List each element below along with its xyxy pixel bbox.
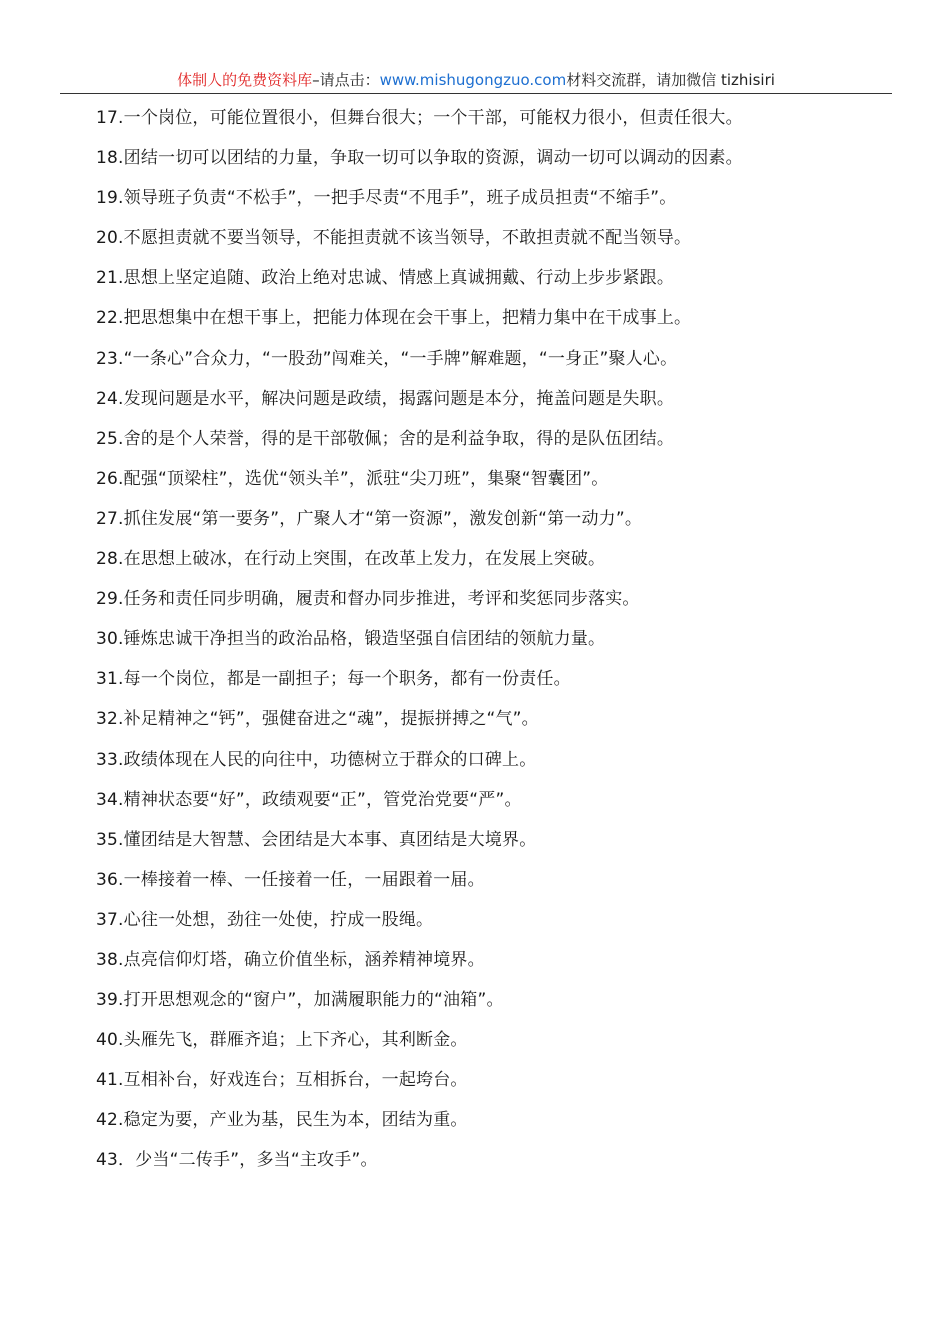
list-item: 35.懂团结是大智慧、会团结是大本事、真团结是大境界。 bbox=[96, 829, 537, 850]
list-item: 26.配强“顶梁柱”，选优“领头羊”，派驻“尖刀班”，集聚“智囊团”。 bbox=[96, 468, 609, 489]
list-item: 30.锤炼忠诚干净担当的政治品格，锻造坚强自信团结的领航力量。 bbox=[96, 629, 606, 650]
list-item: 17.一个岗位，可能位置很小，但舞台很大；一个干部，可能权力很小，但责任很大。 bbox=[96, 108, 743, 128]
page-header bbox=[60, 70, 892, 90]
quote-list bbox=[96, 104, 886, 1187]
list-item: 33.政绩体现在人民的向往中，功德树立于群众的口碑上。 bbox=[96, 749, 537, 770]
list-item: 25.舍的是个人荣誉，得的是干部敬佩；舍的是利益争取，得的是队伍团结。 bbox=[96, 428, 675, 449]
list-item: 21.思想上坚定追随、政治上绝对忠诚、情感上真诚拥戴、行动上步步紧跟。 bbox=[96, 268, 675, 289]
list-item: 38.点亮信仰灯塔，确立价值坐标，涵养精神境界。 bbox=[96, 949, 485, 970]
list-item: 36.一棒接着一棒、一任接着一任，一届跟着一届。 bbox=[96, 869, 485, 890]
list-item: 19.领导班子负责“不松手”，一把手尽责“不甩手”，班子成员担责“不缩手”。 bbox=[96, 188, 677, 209]
list-item: 40.头雁先飞，群雁齐追；上下齐心，其利断金。 bbox=[96, 1030, 468, 1051]
list-item: 37.心往一处想，劲往一处使，拧成一股绳。 bbox=[96, 909, 434, 930]
list-item: 34.精神状态要“好”，政绩观要“正”，管党治党要“严”。 bbox=[96, 789, 522, 810]
list-item: 20.不愿担责就不要当领导，不能担责就不该当领导，不敢担责就不配当领导。 bbox=[96, 228, 692, 249]
list-item: 39.打开思想观念的“窗户”，加满履职能力的“油箱”。 bbox=[96, 990, 504, 1011]
list-item: 32.补足精神之“钙”，强健奋进之“魂”，提振拼搏之“气”。 bbox=[96, 709, 539, 730]
list-item: 23.“一条心”合众力，“一股劲”闯难关，“一手牌”解难题，“一身正”聚人心。 bbox=[96, 348, 678, 369]
list-item: 41.互相补台，好戏连台；互相拆台，一起垮台。 bbox=[96, 1070, 468, 1091]
list-item: 31.每一个岗位，都是一副担子；每一个职务，都有一份责任。 bbox=[96, 669, 571, 690]
header-tail: 材料交流群，请加微信 tizhisiri bbox=[566, 71, 775, 89]
list-item: 28.在思想上破冰，在行动上突围，在改革上发力，在发展上突破。 bbox=[96, 549, 606, 570]
list-item: 29.任务和责任同步明确，履责和督办同步推进，考评和奖惩同步落实。 bbox=[96, 589, 640, 610]
list-item: 18.团结一切可以团结的力量，争取一切可以争取的资源，调动一切可以调动的因素。 bbox=[96, 148, 743, 169]
list-item: 22.把思想集中在想干事上，把能力体现在会干事上，把精力集中在干成事上。 bbox=[96, 308, 692, 329]
header-brand: 体制人的免费资料库 bbox=[177, 71, 313, 89]
list-item: 24.发现问题是水平，解决问题是政绩，揭露问题是本分，掩盖问题是失职。 bbox=[96, 388, 675, 409]
list-item: 43．少当“二传手”，多当“主攻手”。 bbox=[96, 1150, 378, 1171]
list-item: 42.稳定为要，产业为基，民生为本，团结为重。 bbox=[96, 1110, 468, 1131]
list-item: 27.抓住发展“第一要务”，广聚人才“第一资源”，激发创新“第一动力”。 bbox=[96, 508, 643, 529]
header-link[interactable]: www.mishugongzuo.com bbox=[379, 71, 567, 89]
header-divider bbox=[60, 93, 892, 94]
header-separator: –请点击： bbox=[312, 71, 380, 89]
